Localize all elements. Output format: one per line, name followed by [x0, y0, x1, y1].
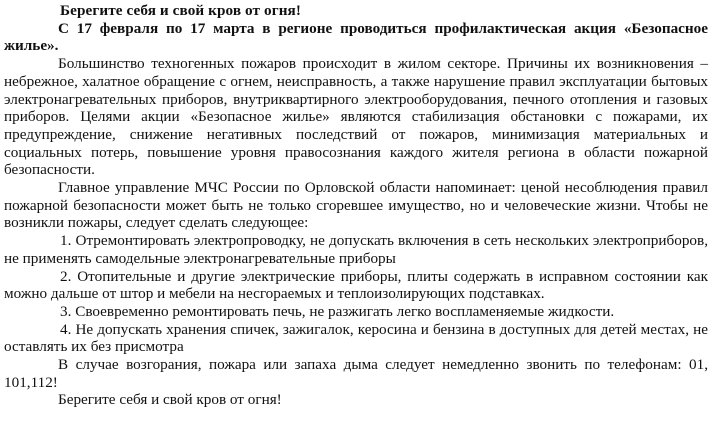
list-item: 3. Своевременно ремонтировать печь, не разжигать легко воспламеняемые жидкости. [60, 302, 615, 320]
list-item: 1. Отремонтировать электропроводку, не допускать включения в сеть нескольких электроприборов, не применять самодельные электронагревательные приборы [4, 232, 708, 267]
lead-announcement: С 17 февраля по 17 марта в регионе проводиться профилактическая акция «Безопасное жилье». [4, 19, 708, 55]
list-item: 4. Не допускать хранения спичек, зажигалок, керосина и бензина в доступных для детей местах, не оставлять их без присмотра [4, 320, 708, 356]
closing-slogan: Берегите себя и свой кров от огня! [58, 391, 282, 409]
document-heading: Берегите себя и свой кров от огня! [60, 2, 302, 19]
emergency-call-text: В случае возгорания, пожара или запаха дыма следует немедленно звонить по телефонам: 01, 101,112! [4, 356, 708, 391]
paragraph-reminder: Главное управление МЧС России по Орловской области напоминает: ценой несоблюдения правил пожарной безопасности может быть не только сгоревшее имущество, но и человеческие жизни. Чтобы не возникли пожары, следует сделать следующее: [4, 179, 708, 232]
paragraph-causes: Большинство техногенных пожаров происходит в жилом секторе. Причины их возникновения – небрежное, халатное обращение с огнем, неисправность, а также нарушение правил эксплуатации бытовых электронагревательных приборов, внутриквартирного электрооборудования, печного отопления и газовых приборов. Целями акции «Безопасное жилье» являются стабилизация обстановки с пожарами, их предупреждение, снижение негативных последствий от пожаров, минимизация материальных и социальных потерь, повышение уровня правосознания каждого жителя региона в области пожарной безопасности. [4, 55, 708, 179]
list-item: 2. Отопительные и другие электрические приборы, плиты содержать в исправном состоянии как можно дальше от штор и мебели на несгораемых и теплоизолирующих подставках. [4, 267, 708, 303]
